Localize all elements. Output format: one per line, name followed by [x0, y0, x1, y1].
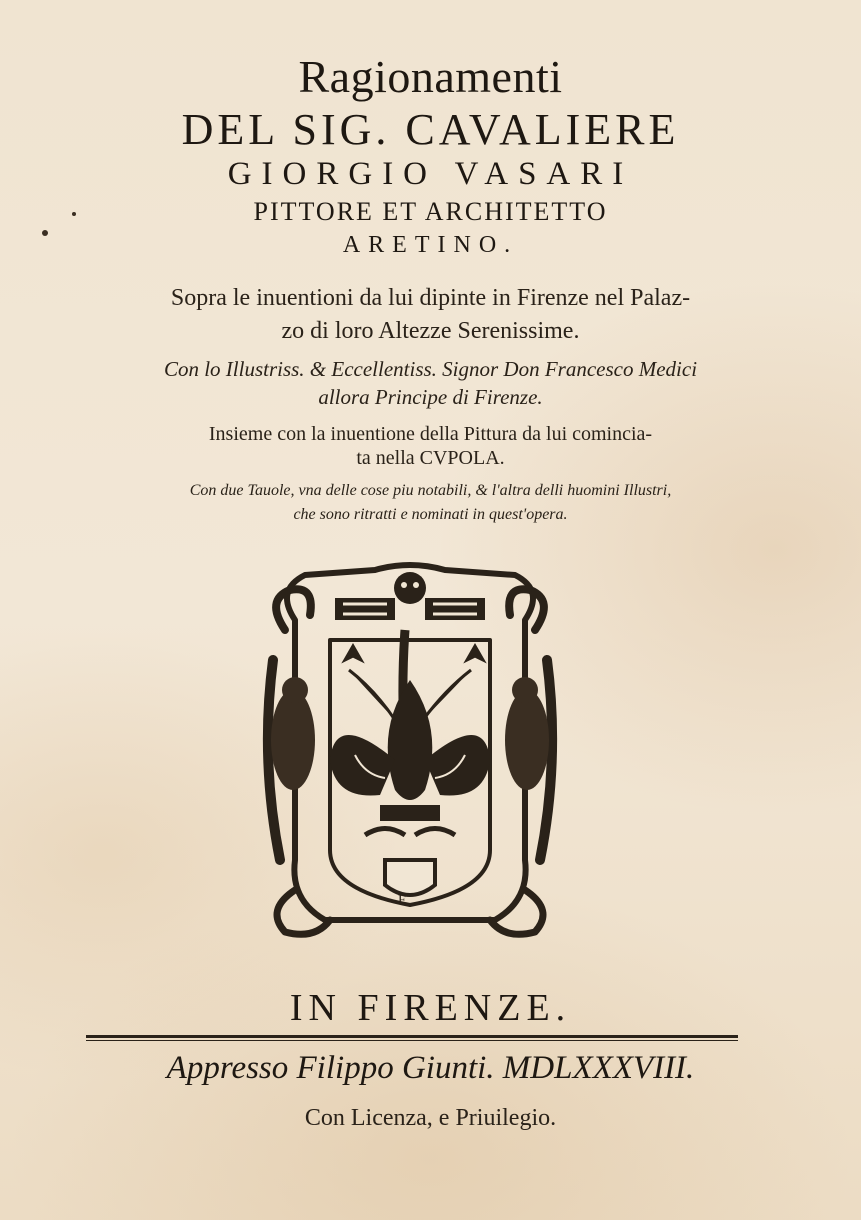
description-line-5: Insieme con la inuentione della Pittura da lui comincia-	[208, 423, 653, 445]
fleur-de-lis-icon	[255, 560, 565, 940]
dedication-line-2: allora Principe di Firenze.	[318, 385, 543, 409]
imprint-rule	[86, 1035, 738, 1038]
index-note-line-2: che sono ritratti e nominati in quest'opera.	[293, 506, 568, 523]
description-line-6: ta nella CVPOLA.	[356, 447, 505, 469]
ink-blot	[72, 212, 76, 216]
subtitle-line-2: GIORGIO VASARI	[227, 156, 634, 192]
index-note-line-1: Con due Tauole, vna delle cose piu notabili, & l'altra delli huomini Illustri,	[189, 482, 672, 499]
printers-device-woodcut	[255, 560, 565, 940]
imprint-printer: Appresso Filippo Giunti. MDLXXXVIII.	[166, 1050, 695, 1086]
subtitle-line-3: PITTORE ET ARCHITETTO	[253, 197, 608, 226]
ink-blot	[42, 230, 48, 236]
description-line-2: zo di loro Altezze Serenissime.	[281, 318, 580, 344]
subtitle-line-4: ARETINO.	[342, 232, 519, 258]
book-title: Ragionamenti	[298, 51, 563, 102]
description-line-1: Sopra le inuentioni da lui dipinte in Firenze nel Palaz-	[170, 285, 691, 311]
device-shield-letter: F.	[398, 893, 409, 908]
dedication-line-1: Con lo Illustriss. & Eccellentiss. Signor Don Francesco Medici	[163, 357, 698, 381]
imprint-city: IN FIRENZE.	[289, 987, 572, 1029]
imprint-license: Con Licenza, e Priuilegio.	[304, 1105, 557, 1131]
subtitle-line-1: DEL SIG. CAVALIERE	[181, 105, 680, 154]
imprint-rule-thin	[86, 1040, 738, 1041]
